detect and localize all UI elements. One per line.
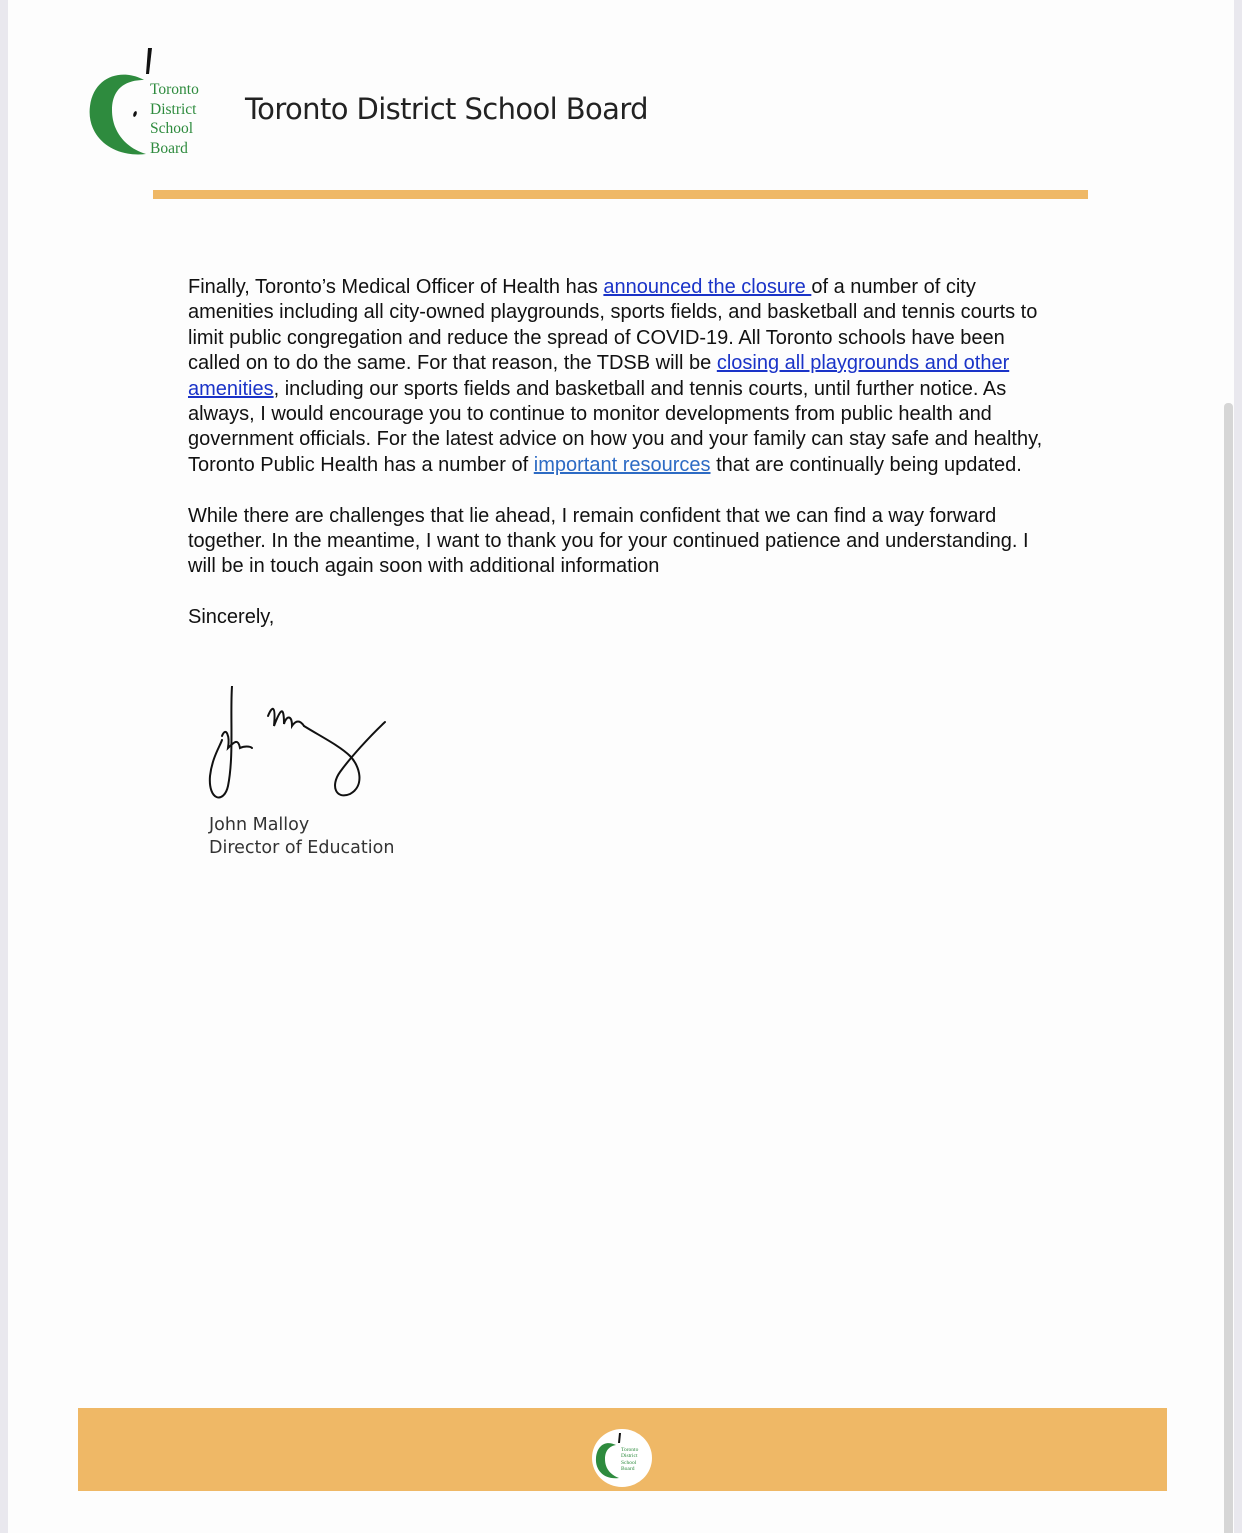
logo-line: District [150,100,197,118]
paragraph-text: , including our sports fields and basketball and tennis courts, until further notice. As always, I would encourage you to continue to monitor developments from public health and government officials. For the latest advice on how you and your family can stay safe and healthy, Toronto Public Health has a number of [188,377,1043,476]
important-resources-link[interactable]: important resources [533,453,711,476]
signatory-name: John Malloy [209,815,310,835]
footer-logo-line: District [621,1453,638,1460]
logo-line: Toronto [150,81,199,98]
paragraph-1 [188,275,1058,478]
footer-logo-wordmark [621,1447,638,1472]
letter-body [188,275,1058,656]
organization-title: Toronto District School Board [245,92,648,126]
document-page [8,0,1234,1533]
footer-logo-line: Toronto [621,1447,639,1453]
footer-logo-line: School [621,1459,637,1466]
vertical-scrollbar[interactable] [1224,403,1233,1533]
paragraph-text: Finally, Toronto’s Medical Officer of Health has [188,276,604,298]
paragraph-text: that are continually being updated. [710,453,1022,476]
footer-logo-line: Board [621,1465,635,1472]
logo-wordmark [150,80,199,158]
logo-line: School [150,120,194,137]
signatory-title: Director of Education [209,838,395,858]
closing-salutation: Sincerely, [188,606,275,629]
paragraph-text: of a number of city amenities including all city-owned playgrounds, sports fields, and basketball and tennis courts to limit public congregation and reduce the spread of COVID-19. All Toronto schools have been called on to do the same. For that reason, the TDSB will be [188,276,1038,375]
announced-closure-link[interactable]: announced the closure [603,276,812,298]
header-divider [153,190,1088,199]
closing-playgrounds-link[interactable]: closing all playgrounds and other amenities [188,352,1010,400]
paragraph-2: While there are challenges that lie ahead, I remain confident that we can find a way forward together. In the meantime, I want to thank you for your continued patience and understanding. I will be in touch again soon with additional information [188,504,1029,578]
handwritten-signature [200,686,395,804]
signatory-block [209,814,394,860]
logo-line: Board [150,139,188,157]
